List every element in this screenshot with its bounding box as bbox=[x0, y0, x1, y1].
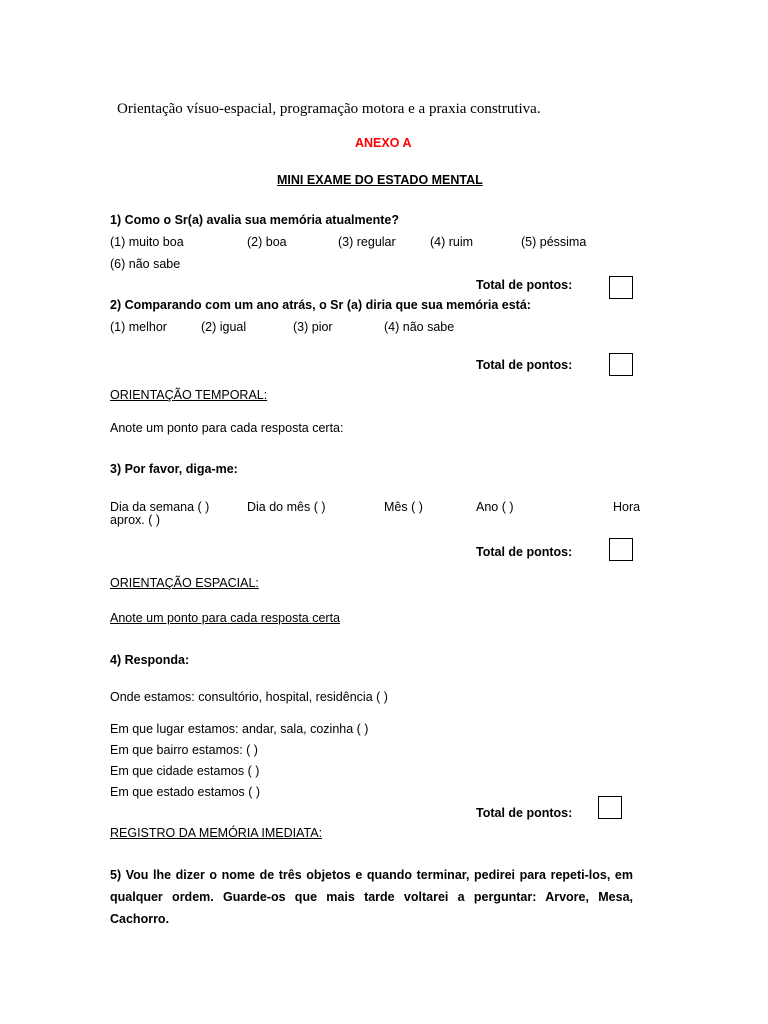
q1-option: (6) não sabe bbox=[110, 257, 181, 271]
total-label: Total de pontos: bbox=[476, 278, 573, 292]
espacial-instruction: Anote um ponto para cada resposta certa bbox=[110, 611, 341, 625]
q1-option: (4) ruim bbox=[430, 235, 474, 249]
intro-line: Orientação vísuo-espacial, programação motora e a praxia construtiva. bbox=[117, 101, 541, 117]
espacial-item: Onde estamos: consultório, hospital, residência ( ) bbox=[110, 690, 388, 704]
q2-option: (3) pior bbox=[293, 320, 333, 334]
temporal-heading: ORIENTAÇÃO TEMPORAL: bbox=[110, 388, 268, 402]
total-label: Total de pontos: bbox=[476, 806, 573, 820]
espacial-heading: ORIENTAÇÃO ESPACIAL: bbox=[110, 576, 259, 590]
temporal-item: aprox. ( ) bbox=[110, 513, 161, 527]
q3-score-box[interactable] bbox=[609, 538, 633, 561]
temporal-item: Ano ( ) bbox=[476, 500, 514, 514]
registro-heading: REGISTRO DA MEMÓRIA IMEDIATA: bbox=[110, 826, 323, 840]
q1-score-box[interactable] bbox=[609, 276, 633, 299]
q1-option: (2) boa bbox=[247, 235, 287, 249]
q5-question: 5) Vou lhe dizer o nome de três objetos e quando terminar, pedirei para repeti-los, em qualquer ordem. Guarde-os que mais tarde voltarei a perguntar: Arvore, Mesa, Cachorro. bbox=[110, 868, 633, 926]
temporal-item: Dia da semana ( ) bbox=[110, 500, 210, 514]
annex-label: ANEXO A bbox=[355, 136, 412, 150]
q4-question: 4) Responda: bbox=[110, 653, 190, 667]
total-label: Total de pontos: bbox=[476, 358, 573, 372]
exam-title: MINI EXAME DO ESTADO MENTAL bbox=[277, 173, 483, 187]
temporal-item: Mês ( ) bbox=[384, 500, 423, 514]
total-label: Total de pontos: bbox=[476, 545, 573, 559]
q1-option: (1) muito boa bbox=[110, 235, 184, 249]
q1-option: (5) péssima bbox=[521, 235, 587, 249]
q2-option: (4) não sabe bbox=[384, 320, 455, 334]
q2-score-box[interactable] bbox=[609, 353, 633, 376]
temporal-item: Dia do mês ( ) bbox=[247, 500, 326, 514]
espacial-item: Em que bairro estamos: ( ) bbox=[110, 743, 258, 757]
q3-question: 3) Por favor, diga-me: bbox=[110, 462, 238, 476]
espacial-item: Em que estado estamos ( ) bbox=[110, 785, 261, 799]
temporal-instruction: Anote um ponto para cada resposta certa: bbox=[110, 421, 344, 435]
q2-option: (2) igual bbox=[201, 320, 247, 334]
q2-option: (1) melhor bbox=[110, 320, 167, 334]
q2-question: 2) Comparando com um ano atrás, o Sr (a) diria que sua memória está: bbox=[110, 298, 531, 312]
q1-option: (3) regular bbox=[338, 235, 396, 249]
temporal-item: Hora bbox=[613, 500, 641, 514]
q4-score-box[interactable] bbox=[598, 796, 622, 819]
espacial-item: Em que cidade estamos ( ) bbox=[110, 764, 260, 778]
q1-question: 1) Como o Sr(a) avalia sua memória atualmente? bbox=[110, 213, 399, 227]
espacial-item: Em que lugar estamos: andar, sala, cozinha ( ) bbox=[110, 722, 369, 736]
